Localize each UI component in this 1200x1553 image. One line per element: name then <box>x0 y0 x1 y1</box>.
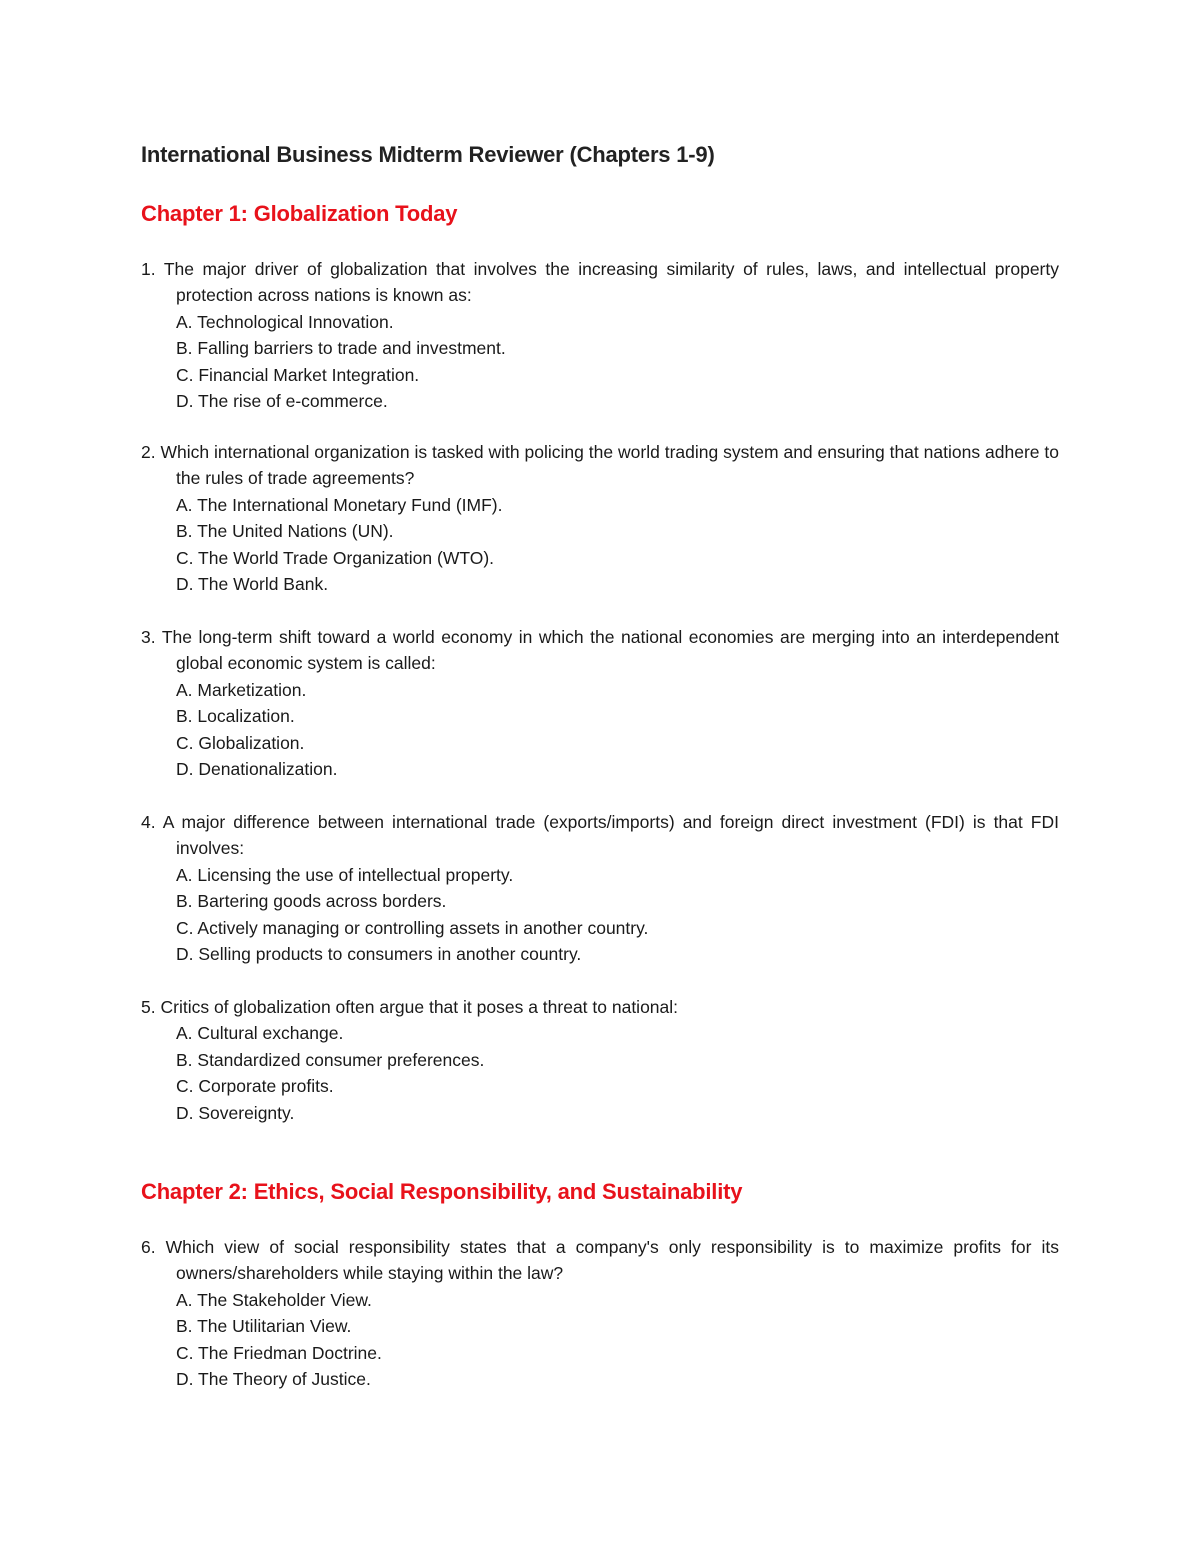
option-a: A. Technological Innovation. <box>176 311 394 332</box>
option-a: A. Cultural exchange. <box>176 1023 344 1044</box>
question-stem <box>141 1234 1059 1287</box>
answer-options <box>141 1020 1059 1126</box>
option-c: C. Financial Market Integration. <box>176 364 420 385</box>
question-stem <box>141 256 1059 309</box>
question-stem <box>141 439 1059 492</box>
question-3 <box>141 624 1059 782</box>
answer-options <box>141 1287 1059 1393</box>
option-b: B. Localization. <box>176 706 295 727</box>
question-stem <box>141 994 1059 1020</box>
option-d: D. Selling products to consumers in another country. <box>176 944 582 965</box>
answer-options <box>141 492 1059 598</box>
question-2 <box>141 439 1059 597</box>
option-b: B. Bartering goods across borders. <box>176 891 447 912</box>
option-d: D. The World Bank. <box>176 574 329 595</box>
chapter-1-heading: Chapter 1: Globalization Today <box>141 201 458 226</box>
option-b: B. Falling barriers to trade and investment. <box>176 338 506 359</box>
option-c: C. The World Trade Organization (WTO). <box>176 547 495 568</box>
question-number: 6. <box>141 1237 156 1257</box>
option-c: C. Corporate profits. <box>176 1076 334 1097</box>
option-d: D. Sovereignty. <box>176 1102 295 1123</box>
question-number: 1. <box>141 259 156 279</box>
answer-options <box>141 309 1059 415</box>
question-stem <box>141 624 1059 677</box>
answer-options <box>141 677 1059 783</box>
question-text: A major difference between international trade (exports/imports) and foreign direct investment (FDI) is that FDI involves: <box>162 812 1059 859</box>
question-5 <box>141 994 1059 1126</box>
question-number: 5. <box>141 997 156 1017</box>
option-d: D. The Theory of Justice. <box>176 1369 371 1390</box>
option-a: A. The International Monetary Fund (IMF). <box>176 494 503 515</box>
option-a: A. The Stakeholder View. <box>176 1289 372 1310</box>
document-title: International Business Midterm Reviewer (Chapters 1-9) <box>141 142 715 167</box>
option-b: B. The Utilitarian View. <box>176 1316 352 1337</box>
option-b: B. The United Nations (UN). <box>176 521 394 542</box>
question-number: 3. <box>141 627 156 647</box>
option-a: A. Marketization. <box>176 679 307 700</box>
option-c: C. The Friedman Doctrine. <box>176 1342 382 1363</box>
question-stem <box>141 809 1059 862</box>
option-c: C. Globalization. <box>176 732 305 753</box>
question-1 <box>141 256 1059 414</box>
option-c: C. Actively managing or controlling assets in another country. <box>176 917 649 938</box>
question-text: The long-term shift toward a world economy in which the national economies are merging into an interdependent global economic system is called: <box>161 627 1060 674</box>
chapter-2-heading: Chapter 2: Ethics, Social Responsibility, and Sustainability <box>141 1179 743 1204</box>
option-d: D. The rise of e-commerce. <box>176 391 388 412</box>
question-text: Which view of social responsibility states that a company's only responsibility is to maximize profits for its owners/shareholders while staying within the law? <box>165 1237 1059 1284</box>
question-text: The major driver of globalization that involves the increasing similarity of rules, laws, and intellectual property protection across nations is known as: <box>163 259 1059 306</box>
answer-options <box>141 862 1059 968</box>
option-d: D. Denationalization. <box>176 759 338 780</box>
option-b: B. Standardized consumer preferences. <box>176 1049 485 1070</box>
question-text: Critics of globalization often argue that it poses a threat to national: <box>160 997 679 1017</box>
option-a: A. Licensing the use of intellectual property. <box>176 864 514 885</box>
question-4 <box>141 809 1059 967</box>
question-6 <box>141 1234 1059 1392</box>
question-number: 2. <box>141 442 156 462</box>
question-number: 4. <box>141 812 156 832</box>
question-text: Which international organization is tasked with policing the world trading system and ensuring that nations adhere to the rules of trade agreements? <box>160 442 1059 489</box>
